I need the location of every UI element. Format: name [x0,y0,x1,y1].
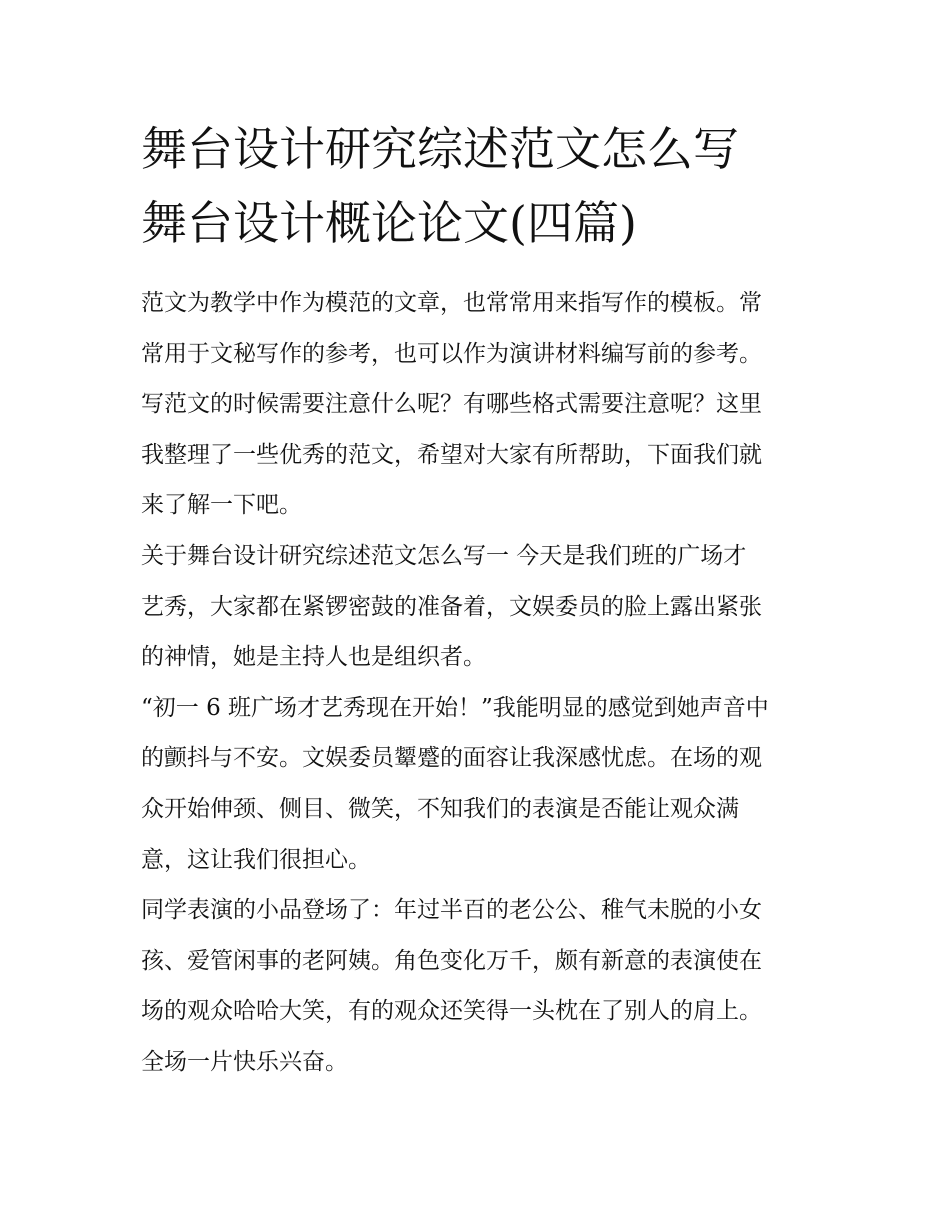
text-line: 孩、爱管闲事的老阿姨。角色变化万千，颇有新意的表演使在 [141,947,762,974]
paragraph-essay-3 [141,885,821,1087]
text-line: 同学表演的小品登场了：年过半百的老公公、稚气未脱的小女 [141,897,762,924]
text-line: 来了解一下吧。 [141,492,302,519]
title-line-1: 舞台设计研究综述范文怎么写 [141,122,739,176]
text-line: 的颤抖与不安。文娱委员颦蹙的面容让我深感忧虑。在场的观 [141,745,762,772]
text-line: “初一 6 班广场才艺秀现在开始！”我能明显的感觉到她声音中 [141,694,769,721]
text-line: 常用于文秘写作的参考，也可以作为演讲材料编写前的参考。 [141,340,762,367]
text-line: 全场一片快乐兴奋。 [141,1048,348,1075]
document-title [141,112,821,260]
text-line: 场的观众哈哈大笑，有的观众还笑得一头枕在了别人的肩上。 [141,998,762,1025]
text-line: 众开始伸颈、侧目、微笑，不知我们的表演是否能让观众满 [141,795,739,822]
text-line: 艺秀，大家都在紧锣密鼓的准备着，文娱委员的脸上露出紧张 [141,593,762,620]
title-line-2: 舞台设计概论论文(四篇) [141,196,637,250]
text-line: 关于舞台设计研究综述范文怎么写一 今天是我们班的广场才 [141,542,747,569]
paragraph-essay-2 [141,683,821,885]
text-line: 意，这让我们很担心。 [141,846,371,873]
document-body [141,278,821,1088]
text-line: 的神情，她是主持人也是组织者。 [141,644,486,671]
text-line: 我整理了一些优秀的范文，希望对大家有所帮助，下面我们就 [141,441,762,468]
paragraph-essay-1 [141,531,821,683]
paragraph-intro [141,278,821,531]
text-line: 范文为教学中作为模范的文章，也常常用来指写作的模板。常 [141,290,762,316]
text-line: 写范文的时候需要注意什么呢？有哪些格式需要注意呢？这里 [141,391,762,418]
